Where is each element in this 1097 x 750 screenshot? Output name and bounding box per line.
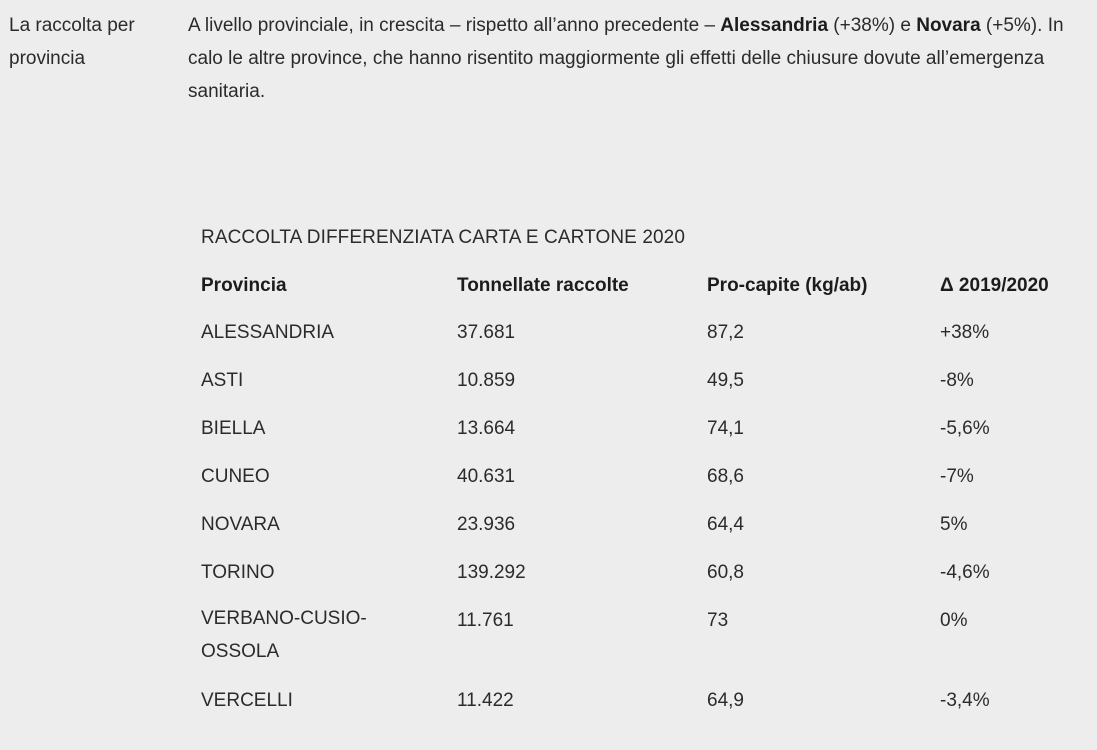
cell-pro-capite: 64,9 xyxy=(707,690,744,711)
intro-highlight-novara: Novara xyxy=(916,15,981,36)
table-row xyxy=(190,500,1091,548)
table-row xyxy=(190,356,1091,404)
cell-provincia: VERCELLI xyxy=(201,690,293,711)
cell-delta: 0% xyxy=(940,610,968,631)
cell-tonnellate: 11.422 xyxy=(457,690,514,711)
intro-text-part-3: (+5%). In calo le altre province, che hanno risentito maggiormente gli effetti delle chiusure dovute all’emergenza sanitaria. xyxy=(188,15,1064,102)
cell-delta: -4,6% xyxy=(940,562,990,583)
intro-paragraph xyxy=(188,9,1088,108)
table-title: RACCOLTA DIFFERENZIATA CARTA E CARTONE 2020 xyxy=(201,227,685,248)
table-row xyxy=(190,548,1091,596)
cell-provincia: BIELLA xyxy=(201,418,266,439)
cell-pro-capite: 73 xyxy=(707,610,729,631)
intro-text-part-1: A livello provinciale, in crescita – rispetto all’anno precedente – xyxy=(188,15,721,36)
header-tonnellate: Tonnellate raccolte xyxy=(457,275,629,296)
cell-provincia: TORINO xyxy=(201,562,275,583)
table-header-row xyxy=(190,261,1091,308)
table-row xyxy=(190,308,1091,356)
cell-tonnellate: 10.859 xyxy=(457,370,516,391)
cell-delta: 5% xyxy=(940,514,968,535)
cell-tonnellate: 13.664 xyxy=(457,418,516,439)
cell-tonnellate: 139.292 xyxy=(457,562,526,583)
cell-provincia: NOVARA xyxy=(201,514,280,535)
cell-pro-capite: 64,4 xyxy=(707,514,744,535)
cell-delta: -7% xyxy=(940,466,974,487)
header-provincia: Provincia xyxy=(201,275,287,296)
cell-tonnellate: 11.761 xyxy=(457,610,514,631)
cell-tonnellate: 23.936 xyxy=(457,514,516,535)
cell-provincia: ASTI xyxy=(201,370,244,391)
cell-tonnellate: 40.631 xyxy=(457,466,516,487)
cell-pro-capite: 49,5 xyxy=(707,370,744,391)
cell-delta: -3,4% xyxy=(940,690,990,711)
cell-provincia: ALESSANDRIA xyxy=(201,322,335,343)
header-delta: Δ 2019/2020 xyxy=(940,275,1049,296)
table-row xyxy=(190,404,1091,452)
section-label: La raccolta per provincia xyxy=(9,15,135,69)
table-row xyxy=(190,676,1091,724)
cell-pro-capite: 68,6 xyxy=(707,466,744,487)
table-row xyxy=(190,596,1091,676)
cell-provincia: VERBANO-CUSIO-OSSOLA xyxy=(201,608,367,662)
cell-delta: +38% xyxy=(940,322,990,343)
cell-pro-capite: 60,8 xyxy=(707,562,744,583)
intro-highlight-alessandria: Alessandria xyxy=(720,15,829,36)
cell-delta: -8% xyxy=(940,370,974,391)
cell-tonnellate: 37.681 xyxy=(457,322,516,343)
cell-pro-capite: 87,2 xyxy=(707,322,744,343)
data-table xyxy=(190,261,1091,724)
cell-delta: -5,6% xyxy=(940,418,990,439)
cell-provincia: CUNEO xyxy=(201,466,270,487)
header-pro-capite: Pro-capite (kg/ab) xyxy=(707,275,868,296)
cell-pro-capite: 74,1 xyxy=(707,418,744,439)
intro-text-part-2: (+38%) e xyxy=(828,15,917,36)
table-row xyxy=(190,452,1091,500)
